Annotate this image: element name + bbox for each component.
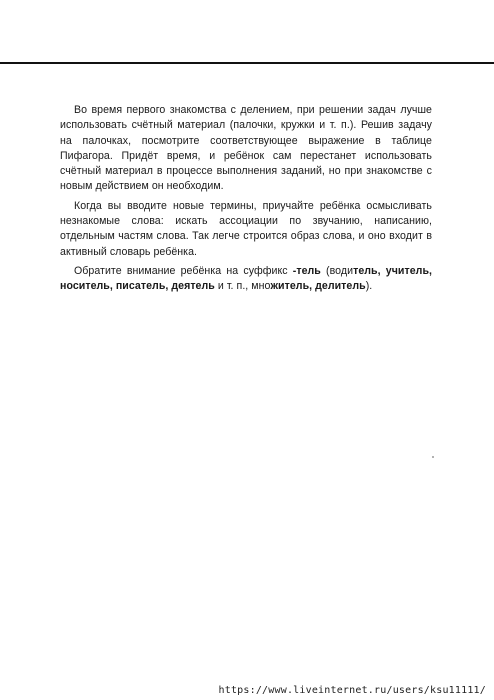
suffix-bold-part: житель, делитель <box>270 280 366 293</box>
suffix-bold-part: -тель <box>292 264 321 277</box>
suffix-text-part: ). <box>365 280 373 293</box>
paragraph-suffix <box>60 264 432 295</box>
suffix-bold-part: тель, учитель, носитель, писатель, деятель <box>60 264 432 293</box>
suffix-text-part: Обратите внимание ребёнка на суффикс <box>74 264 293 277</box>
page-body-text <box>60 103 432 295</box>
top-divider-line <box>0 62 494 64</box>
source-watermark: https://www.liveinternet.ru/users/ksu11111/ <box>218 685 486 696</box>
suffix-text-part: и т. п., мно <box>214 280 271 293</box>
paragraph-division-materials: Во время первого знакомства с делением, при решении задач лучше использовать счётный материал (палочки, кружки и т. п.). Решив задачу на палочках, посмотрите соответствующее выражение в таблице Пифагора. Придёт время, и ребёнок сам перестанет использовать счётный материал в процессе выполнения заданий, но при знакомстве с новым действием он необходим. <box>60 104 432 193</box>
paragraph-new-terms: Когда вы вводите новые термины, приучайте ребёнка осмысливать незнакомые слова: искать ассоциации по звучанию, написанию, отдельным частям слова. Так легче строится образ слова, и оно входит в активный словарь ребёнка. <box>60 199 432 258</box>
suffix-text-part: (води <box>320 264 354 277</box>
scan-speck <box>432 456 434 458</box>
